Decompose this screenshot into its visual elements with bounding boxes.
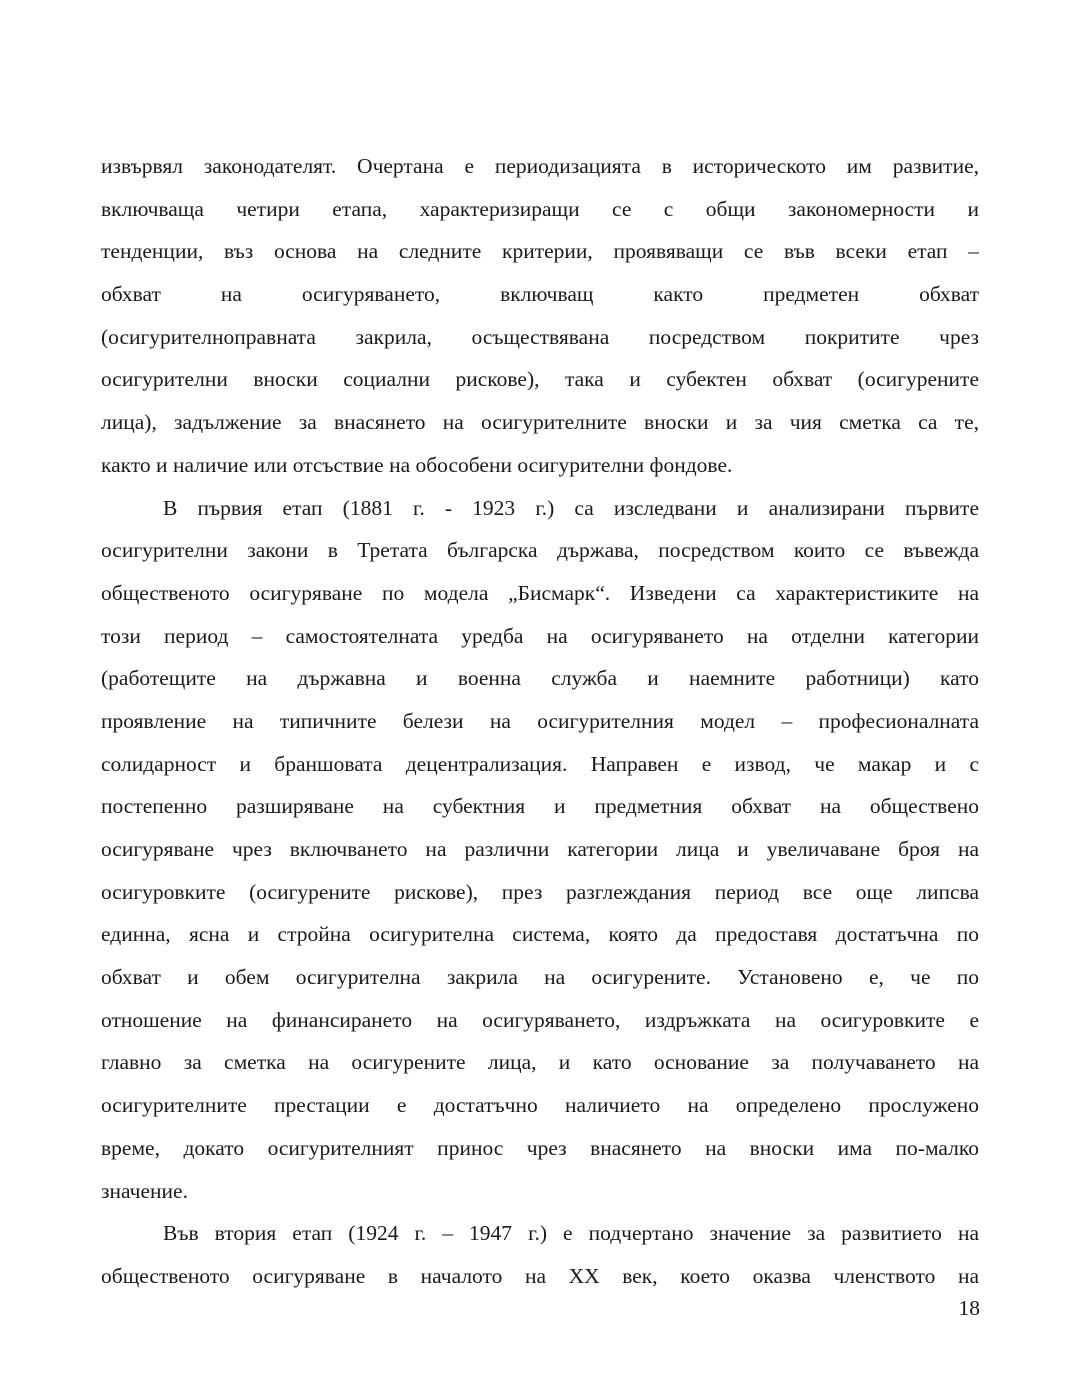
text-line: значение. xyxy=(101,1178,188,1203)
text-line: осигурителни вноски социални рискове), така и субектен обхват (осигурените xyxy=(101,367,979,392)
text-line: осигуряване чрез включването на различни категории лица и увеличаване броя на xyxy=(101,837,979,861)
text-line: постепенно разширяване на субектния и предметния обхват на обществено xyxy=(101,794,979,819)
text-line: отношение на финансирането на осигуряването, издръжката на осигуровките е xyxy=(101,1007,979,1032)
paragraph-2 xyxy=(101,487,979,1213)
text-line: този период – самостоятелната уредба на осигуряването на отделни категории xyxy=(101,623,979,648)
text-line: обхват и обем осигурителна закрила на осигурените. Установено е, че по xyxy=(101,965,979,990)
text-line: тенденции, въз основа на следните критерии, проявяващи се във всеки етап – xyxy=(101,239,979,264)
text-line: (осигурителноправната закрила, осъществявана посредством покритите чрез xyxy=(101,324,979,349)
text-line: осигуровките (осигурените рискове), през разглеждания период все още липсва xyxy=(101,879,979,904)
text-line: общественото осигуряване в началото на XX век, което оказва членството на xyxy=(101,1263,979,1288)
text-line: както и наличие или отсъствие на обособени осигурителни фондове. xyxy=(101,452,733,477)
text-line: включваща четири етапа, характеризиращи се с общи закономерности и xyxy=(101,196,979,221)
text-line: време, докато осигурителният принос чрез внасянето на вноски има по-малко xyxy=(101,1135,979,1160)
text-line: В първия етап (1881 г. - 1923 г.) са изследвани и анализирани първите xyxy=(163,495,979,520)
text-line: солидарност и браншовата децентрализация. Направен е извод, че макар и с xyxy=(101,751,979,776)
text-line: извървял законодателят. Очертана е периодизацията в историческото им развитие, xyxy=(101,154,979,178)
text-line: главно за сметка на осигурените лица, и като основание за получаването на xyxy=(101,1050,979,1075)
text-line: обхват на осигуряването, включващ както предметен обхват xyxy=(101,282,979,307)
text-line: осигурителни закони в Третата българска държава, посредством които се въвежда xyxy=(101,538,979,563)
text-line: лица), задължение за внасянето на осигурителните вноски и за чия сметка са те, xyxy=(101,410,979,435)
text-line: осигурителните престации е достатъчно наличието на определено прослужено xyxy=(101,1093,979,1118)
text-line: единна, ясна и стройна осигурителна система, която да предоставя достатъчна по xyxy=(101,922,979,947)
paragraph-3 xyxy=(101,1212,979,1297)
text-line: проявление на типичните белези на осигурителния модел – професионалната xyxy=(101,708,979,733)
text-line: (работещите на държавна и военна служба и наемните работници) като xyxy=(101,666,979,691)
document-page xyxy=(101,145,979,1298)
page-number: 18 xyxy=(958,1296,980,1320)
text-line: общественото осигуряване по модела „Бисмарк“. Изведени са характеристиките на xyxy=(101,580,979,605)
paragraph-1 xyxy=(101,145,979,487)
text-line: Във втория етап (1924 г. – 1947 г.) е подчертано значение за развитието на xyxy=(163,1221,979,1246)
